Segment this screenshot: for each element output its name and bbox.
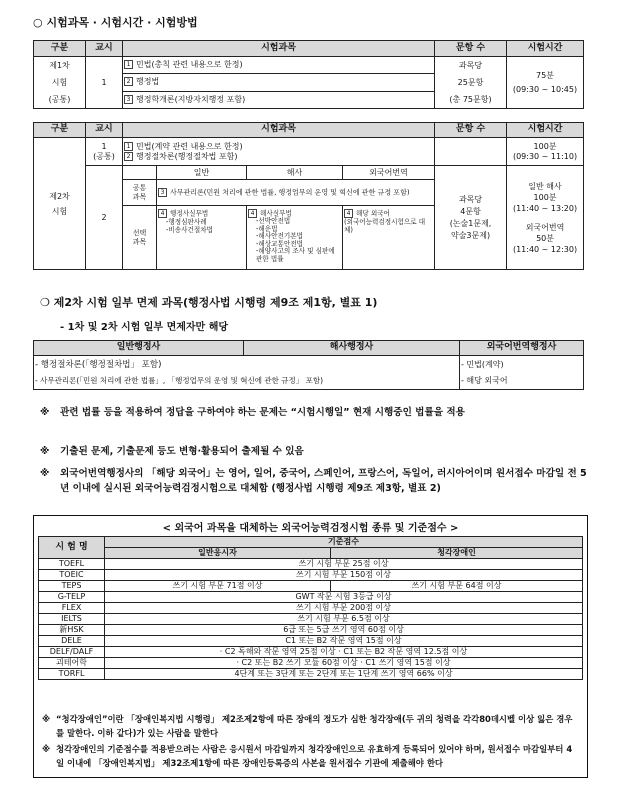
score: · C2 독해와 작문 영역 25점 이상 · C1 또는 B2 작문 영역 12.5점 이상 xyxy=(105,647,583,658)
exemption-table xyxy=(33,340,584,390)
header-maritime: 해사행정사 xyxy=(244,341,460,356)
heading-marker: ○ xyxy=(33,16,43,29)
score: GWT 작문 시험 3등급 이상 xyxy=(105,592,583,603)
score: · C2 또는 B2 쓰기 모듈 60점 이상 · C1 쓰기 영역 15점 이상 xyxy=(105,658,583,669)
period-1-time: 100분 (09:30 ~ 11:10) xyxy=(507,138,584,166)
exam-name: FLEX xyxy=(39,603,105,614)
score: 쓰기 시험 부문 200점 이상 xyxy=(105,603,583,614)
subject-number: 3 xyxy=(124,95,133,104)
header-group: 구분 xyxy=(34,123,86,138)
score: C1 또는 B2 작문 영역 15점 이상 xyxy=(105,636,583,647)
elective-label: 선택 과목 xyxy=(123,206,157,270)
period-1-cell: 1 (공통) xyxy=(86,138,123,166)
score: 4단계 또는 3단계 또는 2단계 또는 1단계 쓰기 영역 66% 이상 xyxy=(105,669,583,680)
header-exam: 시 험 명 xyxy=(39,537,105,559)
section-heading xyxy=(33,14,198,30)
common-subject: 3 사무관리론(민원 처리에 관한 법률, 행정업무의 운영 및 혁신에 관한 규정 포함) xyxy=(157,180,435,206)
group-label: 제1차 시험 (공통) xyxy=(34,57,86,109)
group-label: 제2차 시험 xyxy=(34,138,86,270)
header-subjects: 시험과목 xyxy=(123,41,435,57)
exam-name: 新HSK xyxy=(39,625,105,636)
header-foreign: 외국어번역행정사 xyxy=(460,341,584,356)
footnote-2: ※ 청각장애인의 기준점수를 적용받으려는 사람은 응시원서 마감일까지 청각장애인으로 유효하게 등록되어 있어야 하며, 원서접수 마감일부터 4일 이내에 「장애인복지법」 제32조제1항에 따른 장애인등록증의 사본을 원서접수 기관에 제출해야 한다 xyxy=(42,744,573,768)
header-count: 문항 수 xyxy=(435,41,507,57)
subject-row: 1 민법(총칙 관련 내용으로 한정) xyxy=(123,57,435,74)
period-1-subjects: 1 민법(계약 관련 내용으로 한정) 2 행정절차론(행정절차법 포함) xyxy=(123,138,435,166)
subject-number: 1 xyxy=(124,60,133,69)
header-period: 교시 xyxy=(86,41,123,57)
language-test-table xyxy=(38,536,583,680)
blank-cell xyxy=(123,166,157,180)
header-period: 교시 xyxy=(86,123,123,138)
second-exam-table xyxy=(33,122,584,270)
header-general: 일반응시자 xyxy=(105,548,331,559)
col-general: 일반 xyxy=(157,166,247,180)
count-cell: 과목당 25문항 (총 75문항) xyxy=(435,57,507,109)
exam-name: G-TELP xyxy=(39,592,105,603)
common-label: 공통 과목 xyxy=(123,180,157,206)
col-maritime: 해사 xyxy=(247,166,343,180)
exemption-general: - 행정절차론(「행정절차법」 포함) - 사무관리론(「민원 처리에 관한 법률」, 「행정업무의 운영 및 혁신에 관한 규정」 포함) xyxy=(34,356,460,390)
footnote-1: ※ “청각장애인”이란 「장애인복지법 시행령」 제2조제2항에 따른 장애의 정도가 심한 청각장애(두 귀의 청력을 각각80데시벨 이상 잃은 경우를 말한다. 이하 같다)가 있는 사람을 말한다 xyxy=(42,714,573,738)
exam-name: TOEFL xyxy=(39,559,105,570)
exam-name: TORFL xyxy=(39,669,105,680)
period-2-time: 일반 해사 100분 (11:40 ~ 13:20) 외국어번역 50분 (11:40 ~ 12:30) xyxy=(507,166,584,270)
score: 쓰기 시험 부문 6.5점 이상 xyxy=(105,614,583,625)
header-general: 일반행정사 xyxy=(34,341,244,356)
exemption-marker: ❍ xyxy=(40,296,50,309)
header-hearing: 청각장애인 xyxy=(331,548,583,559)
score: 쓰기 시험 부문 25점 이상 xyxy=(105,559,583,570)
note-1: ※ 관련 법률 등을 적용하여 정답을 구하여야 하는 문제는 “시험시행일” 현재 시행중인 법률을 적용 xyxy=(40,407,465,418)
header-subjects: 시험과목 xyxy=(123,123,435,138)
header-time: 시험시간 xyxy=(507,123,584,138)
period-1-count xyxy=(435,138,507,166)
score-hearing: 쓰기 시험 부문 64점 이상 xyxy=(331,581,583,592)
time-cell: 75분 (09:30 ~ 10:45) xyxy=(507,57,584,109)
exemption-heading xyxy=(40,294,377,310)
subject-row: 3 행정학개론(지방자치행정 포함) xyxy=(123,91,435,108)
exam-name: DELE xyxy=(39,636,105,647)
score: 6급 또는 5급 쓰기 영역 60점 이상 xyxy=(105,625,583,636)
elective-general: 4 행정사실무법 -행정심판사례 -비송사건절차법 xyxy=(157,206,247,270)
col-foreign: 외국어번역 xyxy=(343,166,435,180)
period-2-count: 과목당 4문항 (논술1문제, 약술3문제) xyxy=(435,166,507,270)
period-cell: 1 xyxy=(86,57,123,109)
language-test-box xyxy=(33,515,588,778)
subject-row: 2 행정법 xyxy=(123,74,435,91)
header-group: 구분 xyxy=(34,41,86,57)
exam-name: TEPS xyxy=(39,581,105,592)
note-2: ※ 기출된 문제, 기출문제 등도 변형·활용되어 출제될 수 있음 xyxy=(40,446,304,457)
exam-name: TOEIC xyxy=(39,570,105,581)
language-table-caption: < 외국어 과목을 대체하는 외국어능력검정시험 종류 및 기준점수 > xyxy=(162,523,459,534)
score: 쓰기 시험 부문 150점 이상 xyxy=(105,570,583,581)
elective-maritime: 4 해사실무법 -선박안전법 -해운법 -해사안전기본법 -해상교통안전법 -해양사고의 조사 및 심판에 관한 법률 xyxy=(247,206,343,270)
note-3: ※ 외국어번역행정사의 「해당 외국어」는 영어, 일어, 중국어, 스페인어, 프랑스어, 독일어, 러시아어이며 원서접수 마감일 전 5년 이내에 실시된 외국어능력검정시험으로 대체함 (행정사법 시행령 제9조 제3항, 별표 2) xyxy=(40,468,587,494)
exemption-foreign: - 민법(계약) - 해당 외국어 xyxy=(460,356,584,390)
period-2-cell: 2 xyxy=(86,166,123,270)
exam-name: DELF/DALF xyxy=(39,647,105,658)
score-general: 쓰기 시험 부문 71점 이상 xyxy=(105,581,331,592)
header-score: 기준점수 xyxy=(105,537,583,548)
exam-name: 괴테어학 xyxy=(39,658,105,669)
exam-name: IELTS xyxy=(39,614,105,625)
header-count: 문항 수 xyxy=(435,123,507,138)
elective-foreign: 4 해당 외국어 (외국어능력검정시험으로 대체) xyxy=(343,206,435,270)
header-time: 시험시간 xyxy=(507,41,584,57)
heading-title: 시험과목 · 시험시간 · 시험방법 xyxy=(46,16,198,29)
exemption-subtitle: - 1차 및 2차 시험 일부 면제자만 해당 xyxy=(60,322,229,333)
exemption-title: 제2차 시험 일부 면제 과목(행정사법 시행령 제9조 제1항, 별표 1) xyxy=(53,296,378,309)
subject-number: 2 xyxy=(124,77,133,86)
first-exam-table xyxy=(33,40,584,109)
